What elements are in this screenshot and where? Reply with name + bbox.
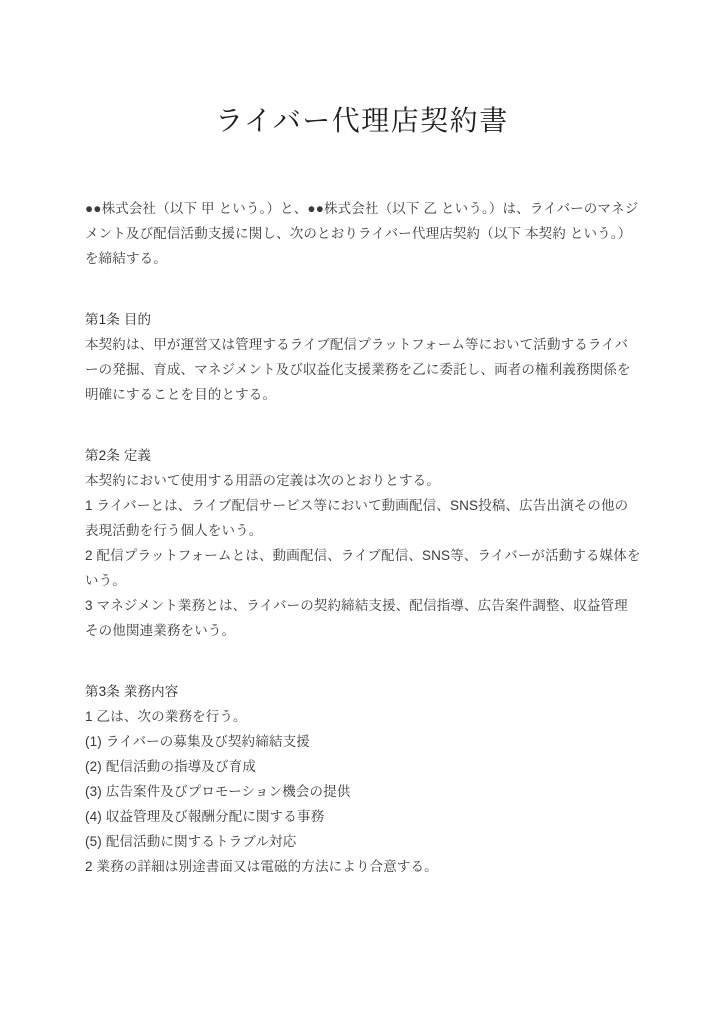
section-paragraph: 1 乙は、次の業務を行う。: [85, 709, 247, 724]
section-paragraph: 3 マネジメント業務とは、ライバーの契約締結支援、配信指導、広告案件調整、収益管理その他関連業務をいう。: [85, 598, 628, 638]
section-article-1: [85, 307, 641, 407]
section-heading: 第2条 定義: [85, 448, 152, 463]
page-title: ライバー代理店契約書: [215, 105, 509, 136]
section-article-3: [85, 679, 641, 879]
section-paragraph: 2 配信プラットフォームとは、動画配信、ライブ配信、SNS等、ライバーが活動する媒体をいう。: [85, 548, 641, 588]
list-item: (5) 配信活動に関するトラブル対応: [85, 834, 297, 849]
section-paragraph: 本契約は、甲が運営又は管理するライブ配信プラットフォーム等において活動するライバーの発掘、育成、マネジメント及び収益化支援業務を乙に委託し、両者の権利義務関係を明確にすることを目的とする。: [85, 337, 631, 402]
section-paragraph: 2 業務の詳細は別途書面又は電磁的方法により合意する。: [85, 859, 438, 874]
section-heading: 第3条 業務内容: [85, 684, 179, 699]
section-article-2: [85, 443, 641, 643]
preamble-paragraph: ●●株式会社（以下 甲 という。）と、●●株式会社（以下 乙 という。）は、ライバーのマネジメント及び配信活動支援に関し、次のとおりライバー代理店契約（以下 本契約 という。）を締結する。: [85, 201, 639, 266]
list-item: (3) 広告案件及びプロモーション機会の提供: [85, 784, 351, 799]
section-paragraph: 本契約において使用する用語の定義は次のとおりとする。: [85, 473, 440, 488]
section-heading: 第1条 目的: [85, 312, 152, 327]
list-item: (2) 配信活動の指導及び育成: [85, 759, 256, 774]
list-item: (4) 収益管理及び報酬分配に関する事務: [85, 809, 325, 824]
list-item: (1) ライバーの募集及び契約締結支援: [85, 734, 310, 749]
section-paragraph: 1 ライバーとは、ライブ配信サービス等において動画配信、SNS投稿、広告出演その他の表現活動を行う個人をいう。: [85, 498, 629, 538]
document-body: [85, 196, 641, 879]
section-spacer: [85, 407, 641, 443]
section-spacer: [85, 643, 641, 679]
section-spacer: [85, 271, 641, 307]
